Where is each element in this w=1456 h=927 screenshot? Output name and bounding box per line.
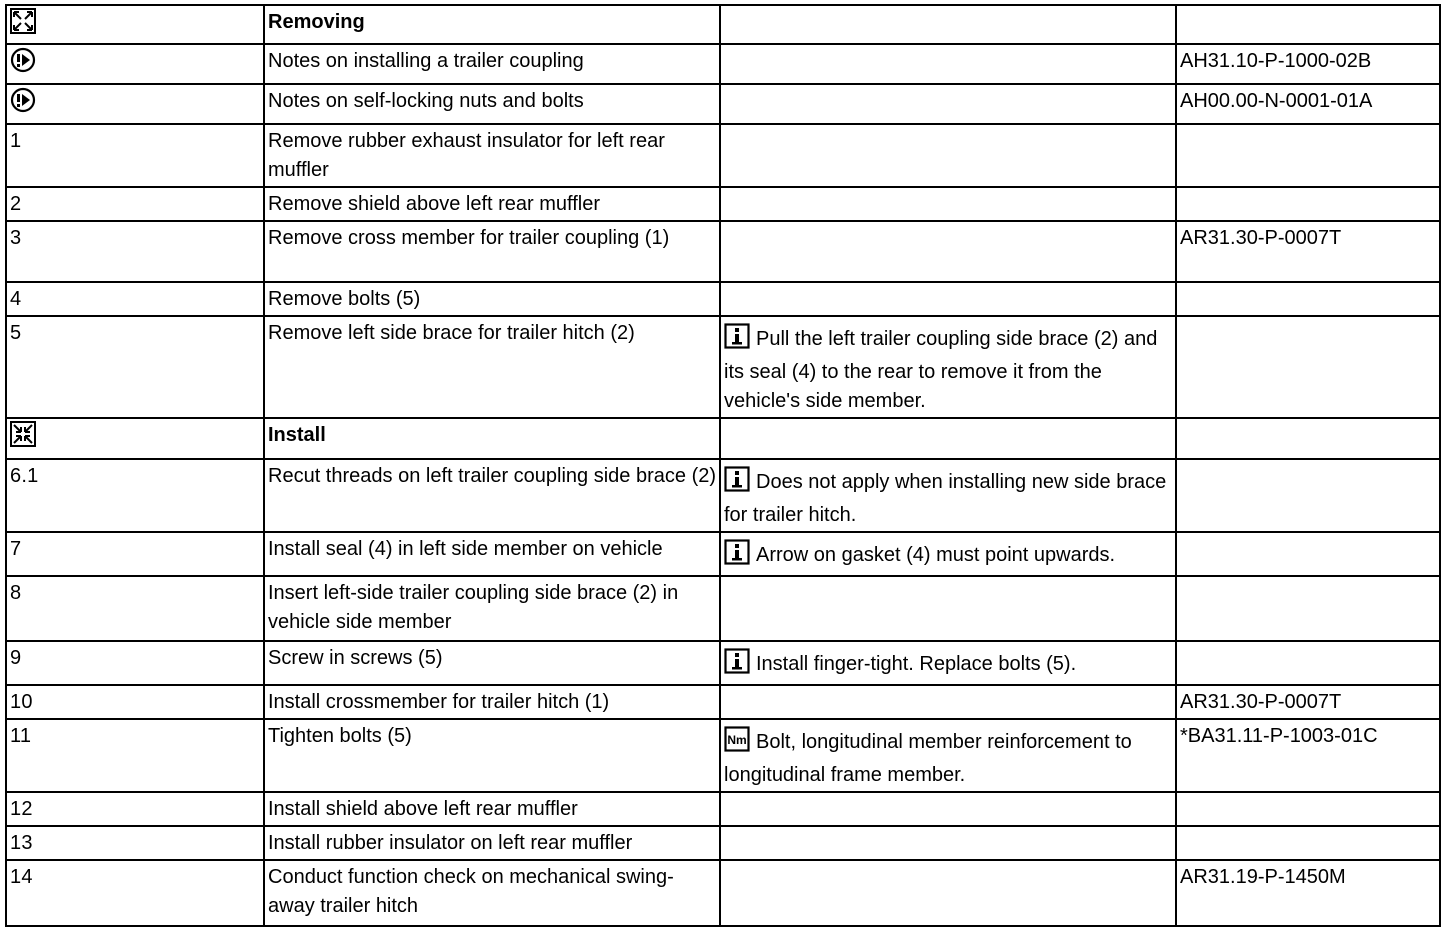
table-row	[6, 124, 1440, 187]
install-arrows-icon	[10, 421, 36, 447]
reference-link[interactable]: AR31.19-P-1450M	[1176, 860, 1440, 926]
step-number: 5	[10, 322, 22, 344]
note-cell	[720, 826, 1176, 860]
step-description: Remove bolts (5)	[264, 282, 720, 316]
note-cell	[720, 792, 1176, 826]
step-number: 6.1	[10, 465, 39, 487]
note-text: Install finger-tight. Replace bolts (5).	[756, 653, 1077, 675]
procedure-table	[5, 4, 1441, 927]
reference-link[interactable]: *BA31.11-P-1003-01C	[1176, 719, 1440, 792]
step-cell	[6, 418, 264, 459]
step-description: Insert left-side trailer coupling side brace (2) in vehicle side member	[264, 576, 720, 641]
table-row	[6, 187, 1440, 221]
info-icon	[724, 466, 750, 501]
step-number: 2	[10, 193, 22, 215]
table-row	[6, 418, 1440, 459]
step-description: Install rubber insulator on left rear muffler	[264, 826, 720, 860]
table-row	[6, 44, 1440, 84]
table-row	[6, 576, 1440, 641]
step-cell	[6, 459, 264, 532]
section-heading: Removing	[264, 5, 720, 44]
torque-nm-icon	[724, 726, 750, 761]
note-cell	[720, 459, 1176, 532]
step-cell	[6, 44, 264, 84]
step-number: 12	[10, 798, 33, 820]
step-description: Screw in screws (5)	[264, 641, 720, 685]
table-row	[6, 459, 1440, 532]
step-cell	[6, 685, 264, 719]
note-text: Does not apply when installing new side brace for trailer hitch.	[724, 471, 1167, 526]
table-row	[6, 719, 1440, 792]
reference-link	[1176, 532, 1440, 576]
section-heading: Install	[264, 418, 720, 459]
note-cell	[720, 44, 1176, 84]
step-cell	[6, 719, 264, 792]
note-text: Bolt, longitudinal member reinforcement to longitudinal frame member.	[724, 731, 1132, 786]
table-row	[6, 221, 1440, 282]
step-description: Conduct function check on mechanical swing-away trailer hitch	[264, 860, 720, 926]
reference-link[interactable]: AR31.30-P-0007T	[1176, 685, 1440, 719]
step-cell	[6, 316, 264, 418]
reference-link	[1176, 418, 1440, 459]
reference-link	[1176, 792, 1440, 826]
notes-attention-icon	[10, 47, 36, 73]
info-icon	[724, 539, 750, 574]
note-cell	[720, 418, 1176, 459]
reference-link	[1176, 282, 1440, 316]
table-row	[6, 316, 1440, 418]
step-number: 10	[10, 691, 33, 713]
step-description: Install shield above left rear muffler	[264, 792, 720, 826]
info-icon	[724, 323, 750, 358]
note-cell	[720, 282, 1176, 316]
note-cell	[720, 532, 1176, 576]
step-cell	[6, 860, 264, 926]
step-cell	[6, 124, 264, 187]
svg-text:Nm: Nm	[727, 733, 747, 747]
step-description: Notes on installing a trailer coupling	[264, 44, 720, 84]
step-cell	[6, 5, 264, 44]
reference-link	[1176, 187, 1440, 221]
step-description: Remove cross member for trailer coupling (1)	[264, 221, 720, 282]
reference-link	[1176, 826, 1440, 860]
note-cell	[720, 221, 1176, 282]
step-description: Install crossmember for trailer hitch (1)	[264, 685, 720, 719]
table-row	[6, 826, 1440, 860]
table-row	[6, 282, 1440, 316]
reference-link	[1176, 459, 1440, 532]
step-number: 9	[10, 647, 22, 669]
info-icon	[724, 648, 750, 683]
step-number: 3	[10, 227, 22, 249]
step-number: 4	[10, 288, 22, 310]
step-cell	[6, 187, 264, 221]
note-cell	[720, 685, 1176, 719]
step-description: Recut threads on left trailer coupling side brace (2)	[264, 459, 720, 532]
table-row	[6, 84, 1440, 124]
table-row	[6, 532, 1440, 576]
step-number: 14	[10, 866, 33, 888]
notes-attention-icon	[10, 87, 36, 113]
note-cell	[720, 719, 1176, 792]
table-row	[6, 5, 1440, 44]
note-cell	[720, 316, 1176, 418]
step-number: 13	[10, 832, 33, 854]
note-text: Arrow on gasket (4) must point upwards.	[756, 544, 1116, 566]
note-cell	[720, 5, 1176, 44]
table-row	[6, 641, 1440, 685]
step-cell	[6, 532, 264, 576]
step-description: Remove left side brace for trailer hitch (2)	[264, 316, 720, 418]
note-cell	[720, 576, 1176, 641]
removal-arrows-icon	[10, 8, 36, 34]
reference-link	[1176, 641, 1440, 685]
table-row	[6, 685, 1440, 719]
step-number: 8	[10, 582, 22, 604]
procedure-table-body	[6, 5, 1440, 926]
step-cell	[6, 792, 264, 826]
step-cell	[6, 826, 264, 860]
reference-link[interactable]: AH31.10-P-1000-02B	[1176, 44, 1440, 84]
step-number: 7	[10, 538, 22, 560]
note-cell	[720, 124, 1176, 187]
step-description: Remove shield above left rear muffler	[264, 187, 720, 221]
reference-link	[1176, 124, 1440, 187]
table-row	[6, 860, 1440, 926]
table-row	[6, 792, 1440, 826]
reference-link	[1176, 576, 1440, 641]
note-cell	[720, 641, 1176, 685]
reference-link	[1176, 5, 1440, 44]
step-cell	[6, 282, 264, 316]
step-cell	[6, 84, 264, 124]
note-text: Pull the left trailer coupling side brace (2) and its seal (4) to the rear to remove it from the vehicle's side member.	[724, 328, 1158, 412]
step-cell	[6, 221, 264, 282]
reference-link	[1176, 316, 1440, 418]
step-number: 1	[10, 130, 22, 152]
step-description: Remove rubber exhaust insulator for left rear muffler	[264, 124, 720, 187]
note-cell	[720, 860, 1176, 926]
step-cell	[6, 576, 264, 641]
note-cell	[720, 187, 1176, 221]
step-description: Notes on self-locking nuts and bolts	[264, 84, 720, 124]
reference-link[interactable]: AR31.30-P-0007T	[1176, 221, 1440, 282]
step-description: Install seal (4) in left side member on vehicle	[264, 532, 720, 576]
step-cell	[6, 641, 264, 685]
step-description: Tighten bolts (5)	[264, 719, 720, 792]
step-number: 11	[10, 725, 32, 747]
reference-link[interactable]: AH00.00-N-0001-01A	[1176, 84, 1440, 124]
note-cell	[720, 84, 1176, 124]
